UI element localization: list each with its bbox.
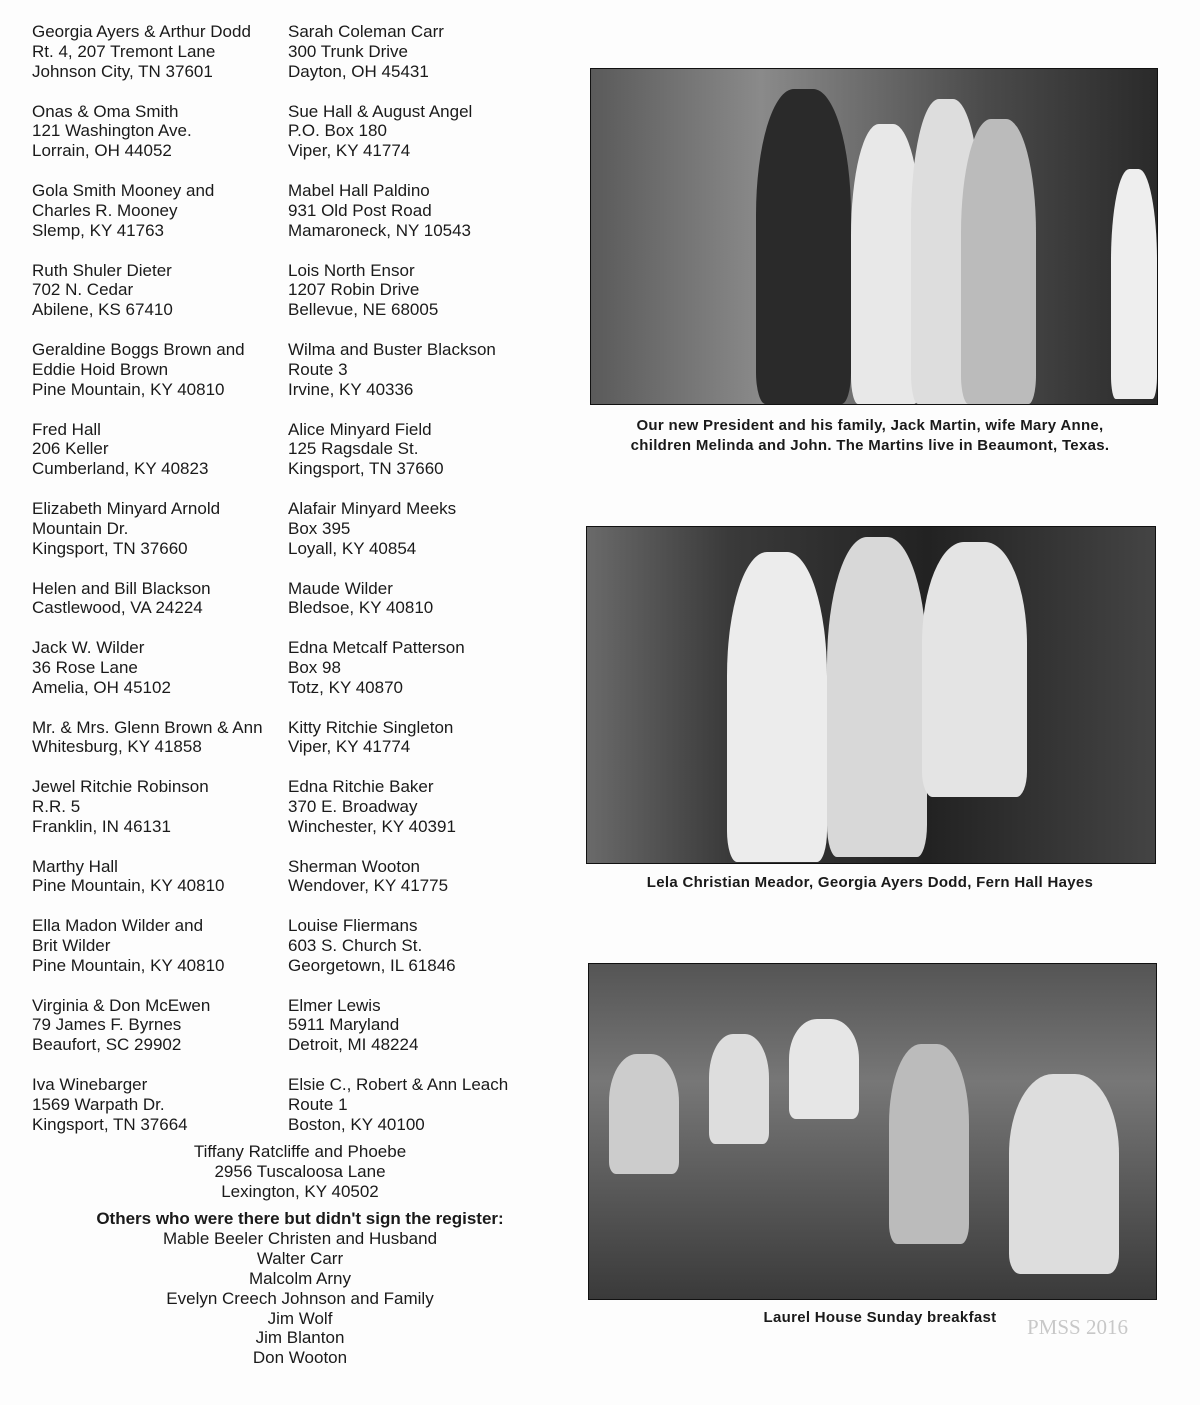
address-entry <box>288 777 456 857</box>
photo-caption-3: Laurel House Sunday breakfast <box>763 1309 997 1326</box>
address-line: 36 Rose Lane <box>32 657 138 677</box>
address-line: 79 James F. Byrnes <box>32 1015 182 1035</box>
address-line: Edna Metcalf Patterson <box>288 638 465 657</box>
address-line: 702 N. Cedar <box>32 280 134 300</box>
address-entry <box>288 340 496 420</box>
others-name: Evelyn Creech Johnson and Family <box>166 1288 434 1308</box>
watermark: PMSS 2016 <box>1027 1315 1128 1339</box>
photo-caption-2: Lela Christian Meador, Georgia Ayers Dodd, Fern Hall Hayes <box>646 874 1094 891</box>
address-line: Beaufort, SC 29902 <box>32 1035 182 1055</box>
others-name: Jim Wolf <box>267 1308 333 1328</box>
address-line: Boston, KY 40100 <box>288 1114 425 1134</box>
address-line: 121 Washington Ave. <box>32 121 192 141</box>
address-line: Sherman Wooton <box>288 856 420 876</box>
address-line: Virginia & Don McEwen <box>32 995 211 1015</box>
address-line: Castlewood, VA 24224 <box>32 598 203 618</box>
address-line: Alafair Minyard Meeks <box>288 499 457 518</box>
address-line: Maude Wilder <box>288 578 393 598</box>
address-line: Viper, KY 41774 <box>288 141 411 161</box>
photo-caption-1 <box>580 416 1160 456</box>
others-name: Mable Beeler Christen and Husband <box>162 1228 438 1248</box>
address-line: Eddie Hoid Brown <box>32 359 169 379</box>
address-entry <box>32 996 288 1076</box>
address-line: Iva Winebarger <box>32 1075 148 1094</box>
address-line: Alice Minyard Field <box>288 419 432 439</box>
address-line: Marthy Hall <box>32 856 118 876</box>
address-row <box>32 718 552 778</box>
address-line: 206 Keller <box>32 439 109 459</box>
address-line: Viper, KY 41774 <box>288 737 411 757</box>
photo-martin-family <box>590 68 1158 405</box>
address-line: Ella Madon Wilder and <box>32 916 204 935</box>
address-entry <box>288 718 453 778</box>
address-line: Tiffany Ratcliffe and Phoebe <box>193 1142 407 1161</box>
address-line: Bellevue, NE 68005 <box>288 300 439 320</box>
address-line: Sarah Coleman Carr <box>288 22 444 41</box>
address-entry <box>32 261 288 341</box>
address-row <box>32 181 552 261</box>
address-line: R.R. 5 <box>32 796 81 816</box>
address-row <box>32 22 552 102</box>
address-line: Elmer Lewis <box>288 995 381 1015</box>
address-line: Bledsoe, KY 40810 <box>288 598 434 618</box>
address-row <box>32 777 552 857</box>
address-line: Route 3 <box>288 359 348 379</box>
address-line: Wilma and Buster Blackson <box>288 340 496 359</box>
address-entry <box>288 261 438 341</box>
address-line: 2956 Tuscaloosa Lane <box>214 1161 386 1181</box>
address-line: Rt. 4, 207 Tremont Lane <box>32 41 216 61</box>
address-list <box>32 22 552 1155</box>
address-entry <box>288 499 456 579</box>
address-entry <box>32 420 288 500</box>
others-list <box>40 1209 560 1368</box>
address-entry <box>32 22 288 102</box>
address-line: Onas & Oma Smith <box>32 101 179 121</box>
address-line: Jack W. Wilder <box>32 638 145 657</box>
address-line: Lexington, KY 40502 <box>221 1181 379 1201</box>
address-row <box>32 261 552 341</box>
address-entry <box>288 579 433 639</box>
address-line: Amelia, OH 45102 <box>32 677 171 697</box>
address-entry <box>32 916 288 996</box>
address-entry <box>288 181 471 261</box>
address-line: Box 98 <box>288 657 341 677</box>
address-line: Mamaroneck, NY 10543 <box>288 220 472 240</box>
address-entry <box>32 102 288 182</box>
address-entry <box>32 181 288 261</box>
address-entry <box>288 102 472 182</box>
address-line: Elizabeth Minyard Arnold <box>32 499 221 518</box>
address-entry <box>32 499 288 579</box>
address-row <box>32 638 552 718</box>
address-line: Winchester, KY 40391 <box>288 816 456 836</box>
address-entry <box>32 718 288 778</box>
address-line: 1569 Warpath Dr. <box>32 1094 165 1114</box>
address-line: Franklin, IN 46131 <box>32 816 171 836</box>
address-line: Dayton, OH 45431 <box>288 61 429 81</box>
address-line: Mountain Dr. <box>32 518 129 538</box>
address-row <box>32 102 552 182</box>
address-line: Wendover, KY 41775 <box>288 876 449 896</box>
others-name: Walter Carr <box>256 1248 344 1268</box>
address-line: Slemp, KY 41763 <box>32 220 164 240</box>
address-line: 370 E. Broadway <box>288 796 418 816</box>
address-line: Lois North Ensor <box>288 260 415 280</box>
address-line: Kitty Ritchie Singleton <box>288 717 454 737</box>
address-row <box>32 996 552 1076</box>
others-heading: Others who were there but didn't sign the register: <box>96 1209 504 1228</box>
address-line: Irvine, KY 40336 <box>288 379 414 399</box>
address-line: Johnson City, TN 37601 <box>32 61 213 81</box>
address-row <box>32 579 552 639</box>
caption-line: Our new President and his family, Jack Martin, wife Mary Anne, <box>636 417 1104 434</box>
address-line: Mabel Hall Paldino <box>288 181 430 200</box>
address-line: Fred Hall <box>32 419 101 439</box>
address-line: Pine Mountain, KY 40810 <box>32 379 225 399</box>
address-row <box>32 916 552 996</box>
address-row <box>32 420 552 500</box>
address-line: Geraldine Boggs Brown and <box>32 340 245 359</box>
photo-laurel-house-breakfast <box>588 963 1157 1300</box>
address-entry <box>32 777 288 857</box>
address-line: Sue Hall & August Angel <box>288 101 473 121</box>
address-line: Kingsport, TN 37660 <box>288 459 444 479</box>
address-line: Totz, KY 40870 <box>288 677 403 697</box>
address-line: Georgetown, IL 61846 <box>288 955 456 975</box>
address-line: Ruth Shuler Dieter <box>32 260 172 280</box>
address-line: Loyall, KY 40854 <box>288 538 417 558</box>
address-line: Georgia Ayers & Arthur Dodd <box>32 22 251 41</box>
address-entry <box>32 340 288 420</box>
address-entry <box>288 22 444 102</box>
address-line: Pine Mountain, KY 40810 <box>32 955 225 975</box>
address-line: P.O. Box 180 <box>288 121 387 141</box>
address-line: Charles R. Mooney <box>32 200 178 220</box>
address-line: Cumberland, KY 40823 <box>32 459 209 479</box>
address-line: Edna Ritchie Baker <box>288 777 434 796</box>
others-name: Malcolm Arny <box>248 1268 352 1288</box>
others-name: Jim Blanton <box>255 1328 345 1348</box>
address-entry <box>288 857 448 917</box>
address-line: Jewel Ritchie Robinson <box>32 777 209 796</box>
address-line: 931 Old Post Road <box>288 200 432 220</box>
address-line: 5911 Maryland <box>288 1015 400 1035</box>
address-line: Kingsport, TN 37664 <box>32 1114 188 1134</box>
address-line: 125 Ragsdale St. <box>288 439 419 459</box>
address-line: Gola Smith Mooney and <box>32 181 215 200</box>
address-line: Abilene, KS 67410 <box>32 300 173 320</box>
address-row <box>32 857 552 917</box>
others-name: Don Wooton <box>252 1348 348 1368</box>
address-entry-tiffany <box>100 1142 500 1201</box>
address-line: 300 Trunk Drive <box>288 41 408 61</box>
address-line: Helen and Bill Blackson <box>32 578 211 598</box>
address-entry <box>288 916 456 996</box>
address-line: Mr. & Mrs. Glenn Brown & Ann <box>32 717 263 737</box>
address-line: Elsie C., Robert & Ann Leach <box>288 1075 509 1094</box>
address-entry <box>288 638 465 718</box>
photo-three-women <box>586 526 1156 864</box>
address-entry <box>288 996 418 1076</box>
address-line: Detroit, MI 48224 <box>288 1035 419 1055</box>
address-line: 603 S. Church St. <box>288 935 423 955</box>
address-line: Box 395 <box>288 518 351 538</box>
address-line: Lorrain, OH 44052 <box>32 141 172 161</box>
address-entry <box>32 579 288 639</box>
address-line: Route 1 <box>288 1094 348 1114</box>
address-line: Brit Wilder <box>32 935 111 955</box>
address-line: Kingsport, TN 37660 <box>32 538 188 558</box>
address-line: Whitesburg, KY 41858 <box>32 737 202 757</box>
caption-line: children Melinda and John. The Martins live in Beaumont, Texas. <box>630 437 1110 454</box>
address-entry <box>32 857 288 917</box>
address-row <box>32 499 552 579</box>
address-line: Pine Mountain, KY 40810 <box>32 876 225 896</box>
address-entry <box>288 420 444 500</box>
address-row <box>32 340 552 420</box>
address-line: Louise Fliermans <box>288 916 418 935</box>
address-entry <box>32 638 288 718</box>
address-line: 1207 Robin Drive <box>288 280 420 300</box>
